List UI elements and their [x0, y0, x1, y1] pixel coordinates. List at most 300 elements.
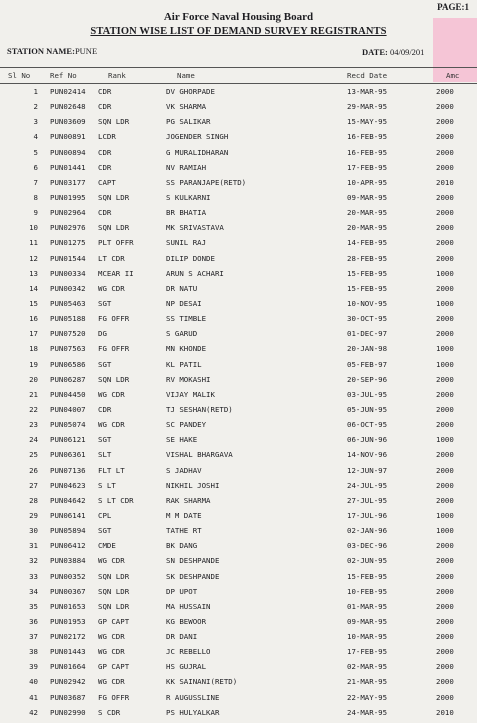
cell-sl-no: 39: [29, 662, 38, 672]
cell-amount: 2000: [436, 586, 454, 596]
cell-amount: 2010: [436, 707, 454, 717]
cell-amount: 2000: [436, 253, 454, 263]
cell-ref-no: PUN06121: [50, 435, 86, 445]
cell-rank: CDR: [98, 102, 112, 112]
cell-name: SC PANDEY: [166, 420, 207, 430]
cell-recd-date: 01-DEC-97: [347, 329, 388, 339]
cell-sl-no: 8: [33, 192, 38, 202]
cell-ref-no: PUN06412: [50, 541, 86, 551]
cell-recd-date: 02-MAR-95: [347, 662, 388, 672]
cell-ref-no: PUN00894: [50, 147, 86, 157]
cell-sl-no: 3: [33, 117, 38, 127]
table-row: [0, 284, 477, 299]
cell-ref-no: PUN01953: [50, 616, 86, 626]
cell-rank: PLT OFFR: [98, 238, 134, 248]
cell-sl-no: 31: [29, 541, 38, 551]
cell-ref-no: PUN02964: [50, 208, 86, 218]
table-row: [0, 178, 477, 193]
station-label: STATION NAME:: [7, 46, 75, 56]
cell-recd-date: 17-FEB-95: [347, 647, 388, 657]
cell-amount: 2010: [436, 177, 454, 187]
table-row: [0, 148, 477, 163]
cell-rank: FLT LT: [98, 465, 125, 475]
cell-rank: WG CDR: [98, 647, 125, 657]
cell-amount: 2000: [436, 571, 454, 581]
cell-ref-no: PUN01653: [50, 601, 86, 611]
cell-name: PS HULYALKAR: [166, 707, 220, 717]
cell-rank: CDR: [98, 87, 112, 96]
cell-ref-no: PUN01544: [50, 253, 86, 263]
cell-rank: SQN LDR: [98, 117, 130, 127]
cell-ref-no: PUN06141: [50, 510, 86, 520]
table-row: [0, 254, 477, 269]
cell-recd-date: 27-JUL-95: [347, 495, 388, 505]
cell-name: RAK SHARMA: [166, 495, 211, 505]
cell-ref-no: PUN02976: [50, 223, 86, 233]
cell-ref-no: PUN06586: [50, 359, 86, 369]
cell-rank: FG OFFR: [98, 344, 130, 354]
cell-amount: 2000: [436, 208, 454, 218]
cell-recd-date: 03-JUL-95: [347, 389, 388, 399]
table-row: [0, 299, 477, 314]
cell-ref-no: PUN04623: [50, 480, 86, 490]
cell-rank: S LT: [98, 480, 116, 490]
cell-recd-date: 14-FEB-95: [347, 238, 388, 248]
table-row: [0, 481, 477, 496]
cell-sl-no: 35: [29, 601, 38, 611]
cell-sl-no: 38: [29, 647, 38, 657]
cell-recd-date: 16-FEB-95: [347, 132, 388, 142]
cell-ref-no: PUN03177: [50, 177, 86, 187]
cell-name: SK DESHPANDE: [166, 571, 220, 581]
table-row: [0, 541, 477, 556]
date-value: 04/09/201: [389, 47, 425, 57]
table-row: [0, 390, 477, 405]
cell-amount: 2000: [436, 223, 454, 233]
document-subtitle: STATION WISE LIST OF DEMAND SURVEY REGISTRANTS: [90, 26, 387, 37]
table-row: [0, 511, 477, 526]
cell-sl-no: 32: [29, 556, 38, 566]
cell-sl-no: 16: [29, 314, 38, 324]
cell-recd-date: 28-FEB-95: [347, 253, 388, 263]
table-row: [0, 405, 477, 420]
cell-recd-date: 20-SEP-96: [347, 374, 388, 384]
cell-sl-no: 23: [29, 420, 38, 430]
table-row: [0, 314, 477, 329]
cell-rank: SQN LDR: [98, 601, 130, 611]
station-value: PUNE: [74, 46, 98, 56]
cell-amount: 1000: [436, 526, 454, 536]
cell-rank: DG: [98, 329, 107, 339]
column-header-name: Name: [177, 71, 195, 80]
cell-rank: SQN LDR: [98, 223, 130, 233]
cell-rank: WG CDR: [98, 420, 125, 430]
cell-rank: WG CDR: [98, 632, 125, 642]
cell-amount: 2000: [436, 662, 454, 672]
cell-amount: 2000: [436, 102, 454, 112]
cell-recd-date: 15-FEB-95: [347, 571, 388, 581]
cell-name: NV RAMIAH: [166, 162, 207, 172]
cell-name: BR BHATIA: [166, 208, 207, 218]
cell-recd-date: 10-APR-95: [347, 177, 388, 187]
table-row: [0, 466, 477, 481]
cell-rank: CPL: [98, 510, 112, 520]
cell-ref-no: PUN05074: [50, 420, 86, 430]
table-row: [0, 269, 477, 284]
cell-recd-date: 02-JUN-95: [347, 556, 388, 566]
cell-ref-no: PUN06361: [50, 450, 86, 460]
table-row: [0, 662, 477, 677]
cell-ref-no: PUN01995: [50, 192, 86, 202]
cell-sl-no: 7: [33, 177, 38, 187]
cell-rank: LT CDR: [98, 253, 125, 263]
cell-amount: 2000: [436, 480, 454, 490]
cell-name: MK SRIVASTAVA: [166, 223, 224, 233]
cell-ref-no: PUN02648: [50, 102, 86, 112]
cell-recd-date: 24-MAR-95: [347, 707, 388, 717]
cell-recd-date: 20-MAR-95: [347, 208, 388, 218]
table-row: [0, 450, 477, 465]
cell-name: TJ SESHAN(RETD): [166, 404, 233, 414]
cell-ref-no: PUN00342: [50, 283, 86, 293]
cell-amount: 2000: [436, 132, 454, 142]
cell-ref-no: PUN07520: [50, 329, 86, 339]
cell-name: JOGENDER SINGH: [166, 132, 229, 142]
station-name: [7, 46, 97, 56]
cell-rank: CAPT: [98, 177, 116, 187]
table-row: [0, 572, 477, 587]
cell-name: HS GUJRAL: [166, 662, 207, 672]
cell-name: DILIP DONDE: [166, 253, 215, 263]
cell-name: MA HUSSAIN: [166, 601, 211, 611]
cell-sl-no: 9: [33, 208, 38, 218]
cell-recd-date: 06-OCT-95: [347, 420, 388, 430]
table-row: [0, 102, 477, 117]
cell-amount: 2000: [436, 420, 454, 430]
cell-rank: SGT: [98, 359, 112, 369]
cell-recd-date: 17-FEB-95: [347, 162, 388, 172]
cell-amount: 2000: [436, 495, 454, 505]
cell-amount: 1000: [436, 359, 454, 369]
cell-rank: S LT CDR: [98, 495, 134, 505]
table-row: [0, 238, 477, 253]
cell-rank: LCDR: [98, 132, 116, 142]
cell-recd-date: 10-MAR-95: [347, 632, 388, 642]
cell-sl-no: 20: [29, 374, 38, 384]
cell-amount: 1000: [436, 510, 454, 520]
cell-recd-date: 13-MAR-95: [347, 87, 388, 96]
cell-amount: 2000: [436, 192, 454, 202]
cell-recd-date: 09-MAR-95: [347, 192, 388, 202]
cell-ref-no: PUN01443: [50, 647, 86, 657]
cell-sl-no: 17: [29, 329, 38, 339]
table-row: [0, 526, 477, 541]
cell-sl-no: 25: [29, 450, 38, 460]
cell-name: S JADHAV: [166, 465, 202, 475]
cell-name: JC REBELLO: [166, 647, 211, 657]
cell-sl-no: 37: [29, 632, 38, 642]
cell-ref-no: PUN07136: [50, 465, 86, 475]
cell-name: SE HAKE: [166, 435, 198, 445]
table-row: [0, 117, 477, 132]
cell-recd-date: 10-FEB-95: [347, 586, 388, 596]
cell-name: KG BEWOOR: [166, 616, 207, 626]
cell-amount: 2000: [436, 87, 454, 96]
cell-amount: 2000: [436, 283, 454, 293]
cell-amount: 2000: [436, 238, 454, 248]
table-row: [0, 647, 477, 662]
cell-recd-date: 06-JUN-96: [347, 435, 388, 445]
cell-amount: 2000: [436, 556, 454, 566]
cell-amount: 2000: [436, 692, 454, 702]
table-row: [0, 556, 477, 571]
cell-rank: FG OFFR: [98, 314, 130, 324]
cell-sl-no: 19: [29, 359, 38, 369]
cell-rank: SQN LDR: [98, 374, 130, 384]
cell-ref-no: PUN07563: [50, 344, 86, 354]
cell-ref-no: PUN03884: [50, 556, 86, 566]
table-row: [0, 632, 477, 647]
cell-name: MN KHONDE: [166, 344, 207, 354]
cell-sl-no: 29: [29, 510, 38, 520]
table-row: [0, 617, 477, 632]
cell-name: PG SALIKAR: [166, 117, 211, 127]
cell-amount: 1000: [436, 298, 454, 308]
cell-recd-date: 24-JUL-95: [347, 480, 388, 490]
cell-ref-no: PUN02990: [50, 707, 86, 717]
registrants-table: [0, 87, 477, 723]
cell-rank: WG CDR: [98, 389, 125, 399]
cell-recd-date: 21-MAR-95: [347, 677, 388, 687]
cell-sl-no: 40: [29, 677, 38, 687]
cell-name: SN DESHPANDE: [166, 556, 220, 566]
cell-rank: CMDE: [98, 541, 116, 551]
column-header-date: Recd Date: [347, 71, 388, 80]
cell-ref-no: PUN03687: [50, 692, 86, 702]
table-row: [0, 132, 477, 147]
table-row: [0, 693, 477, 708]
cell-recd-date: 12-JUN-97: [347, 465, 388, 475]
cell-ref-no: PUN02172: [50, 632, 86, 642]
cell-sl-no: 12: [29, 253, 38, 263]
table-row: [0, 87, 477, 102]
cell-name: VIJAY MALIK: [166, 389, 215, 399]
cell-amount: 2000: [436, 465, 454, 475]
cell-name: KK SAINANI(RETD): [166, 677, 238, 687]
cell-amount: 2000: [436, 314, 454, 324]
cell-recd-date: 16-FEB-95: [347, 147, 388, 157]
cell-recd-date: 20-JAN-98: [347, 344, 388, 354]
cell-name: SS TIMBLE: [166, 314, 207, 324]
cell-ref-no: PUN04450: [50, 389, 86, 399]
cell-recd-date: 05-JUN-95: [347, 404, 388, 414]
column-header-rank: Rank: [108, 71, 126, 80]
cell-name: S KULKARNI: [166, 192, 211, 202]
cell-recd-date: 01-MAR-95: [347, 601, 388, 611]
cell-ref-no: PUN01664: [50, 662, 86, 672]
cell-sl-no: 13: [29, 268, 38, 278]
cell-sl-no: 4: [33, 132, 38, 142]
cell-amount: 1000: [436, 344, 454, 354]
cell-sl-no: 5: [33, 147, 38, 157]
cell-sl-no: 14: [29, 283, 38, 293]
cell-recd-date: 10-NOV-95: [347, 298, 388, 308]
cell-amount: 2000: [436, 677, 454, 687]
cell-recd-date: 02-JAN-96: [347, 526, 388, 536]
cell-ref-no: PUN01275: [50, 238, 86, 248]
cell-sl-no: 30: [29, 526, 38, 536]
cell-rank: SLT: [98, 450, 112, 460]
cell-recd-date: 20-MAR-95: [347, 223, 388, 233]
cell-recd-date: 15-FEB-95: [347, 268, 388, 278]
cell-ref-no: PUN01441: [50, 162, 86, 172]
cell-sl-no: 28: [29, 495, 38, 505]
cell-amount: 2000: [436, 117, 454, 127]
cell-sl-no: 42: [29, 707, 38, 717]
cell-rank: SGT: [98, 435, 112, 445]
cell-name: NP DESAI: [166, 298, 202, 308]
cell-amount: 1000: [436, 435, 454, 445]
cell-recd-date: 09-MAR-95: [347, 616, 388, 626]
cell-recd-date: 30-OCT-95: [347, 314, 388, 324]
cell-amount: 2000: [436, 147, 454, 157]
cell-rank: SGT: [98, 298, 112, 308]
table-header: [0, 71, 477, 82]
cell-amount: 2000: [436, 601, 454, 611]
cell-ref-no: PUN00334: [50, 268, 86, 278]
cell-rank: SQN LDR: [98, 192, 130, 202]
cell-sl-no: 11: [29, 238, 38, 248]
cell-amount: 2000: [436, 162, 454, 172]
cell-ref-no: PUN02942: [50, 677, 86, 687]
page-number: PAGE:1: [437, 2, 469, 12]
table-row: [0, 496, 477, 511]
cell-name: DV GHORPADE: [166, 87, 215, 96]
column-header-ref: Ref No: [50, 71, 77, 80]
cell-name: RV MOKASHI: [166, 374, 211, 384]
cell-amount: 2000: [436, 616, 454, 626]
table-row: [0, 193, 477, 208]
table-row: [0, 163, 477, 178]
cell-amount: 2000: [436, 329, 454, 339]
cell-recd-date: 15-MAY-95: [347, 117, 388, 127]
cell-amount: 2000: [436, 404, 454, 414]
cell-amount: 2000: [436, 450, 454, 460]
cell-ref-no: PUN05894: [50, 526, 86, 536]
column-header-amount: Amc: [446, 71, 460, 80]
cell-sl-no: 26: [29, 465, 38, 475]
cell-rank: SQN LDR: [98, 586, 130, 596]
table-row: [0, 344, 477, 359]
cell-sl-no: 6: [33, 162, 38, 172]
cell-rank: FG OFFR: [98, 692, 130, 702]
cell-name: BK DANG: [166, 541, 198, 551]
cell-rank: MCEAR II: [98, 268, 134, 278]
cell-rank: SQN LDR: [98, 571, 130, 581]
table-row: [0, 329, 477, 344]
cell-sl-no: 41: [29, 692, 38, 702]
cell-sl-no: 24: [29, 435, 38, 445]
cell-name: VISHAL BHARGAVA: [166, 450, 233, 460]
cell-name: S GARUD: [166, 329, 198, 339]
cell-recd-date: 03-DEC-96: [347, 541, 388, 551]
report-date: [362, 47, 424, 57]
cell-ref-no: PUN03609: [50, 117, 86, 127]
cell-rank: GP CAPT: [98, 662, 130, 672]
cell-recd-date: 14-NOV-96: [347, 450, 388, 460]
cell-name: KL PATIL: [166, 359, 202, 369]
cell-name: ARUN S ACHARI: [166, 268, 224, 278]
cell-rank: SGT: [98, 526, 112, 536]
cell-name: DR DANI: [166, 632, 198, 642]
cell-amount: 2000: [436, 647, 454, 657]
cell-amount: 2000: [436, 632, 454, 642]
cell-ref-no: PUN02414: [50, 87, 86, 96]
cell-sl-no: 1: [33, 87, 38, 96]
document-title: Air Force Naval Housing Board: [163, 11, 314, 23]
cell-name: TATHE RT: [166, 526, 202, 536]
cell-ref-no: PUN04007: [50, 404, 86, 414]
cell-ref-no: PUN05463: [50, 298, 86, 308]
cell-sl-no: 33: [29, 571, 38, 581]
cell-sl-no: 15: [29, 298, 38, 308]
cell-name: G MURALIDHARAN: [166, 147, 229, 157]
cell-rank: WG CDR: [98, 283, 125, 293]
cell-name: R AUGUSSLINE: [166, 692, 220, 702]
cell-sl-no: 18: [29, 344, 38, 354]
cell-amount: 1000: [436, 268, 454, 278]
cell-rank: CDR: [98, 147, 112, 157]
cell-sl-no: 10: [29, 223, 38, 233]
table-row: [0, 360, 477, 375]
column-header-sl: Sl No: [8, 71, 31, 80]
date-label: DATE:: [362, 47, 388, 57]
table-row: [0, 223, 477, 238]
header-bottom-rule: [0, 83, 477, 84]
cell-ref-no: PUN00891: [50, 132, 86, 142]
cell-name: SS PARANJAPE(RETD): [166, 177, 247, 187]
cell-sl-no: 36: [29, 616, 38, 626]
cell-ref-no: PUN05188: [50, 314, 86, 324]
table-row: [0, 375, 477, 390]
cell-rank: GP CAPT: [98, 616, 130, 626]
table-row: [0, 677, 477, 692]
cell-rank: S CDR: [98, 707, 121, 717]
cell-ref-no: PUN00352: [50, 571, 86, 581]
table-row: [0, 587, 477, 602]
cell-recd-date: 17-JUL-96: [347, 510, 388, 520]
cell-amount: 2000: [436, 389, 454, 399]
cell-recd-date: 15-FEB-95: [347, 283, 388, 293]
cell-rank: CDR: [98, 162, 112, 172]
cell-recd-date: 05-FEB-97: [347, 359, 388, 369]
cell-amount: 2000: [436, 541, 454, 551]
table-row: [0, 420, 477, 435]
cell-sl-no: 22: [29, 404, 38, 414]
header-top-rule: [0, 67, 477, 68]
cell-recd-date: 22-MAY-95: [347, 692, 388, 702]
cell-rank: WG CDR: [98, 677, 125, 687]
cell-amount: 2000: [436, 374, 454, 384]
cell-sl-no: 27: [29, 480, 38, 490]
cell-name: SUNIL RAJ: [166, 238, 207, 248]
cell-rank: WG CDR: [98, 556, 125, 566]
cell-sl-no: 21: [29, 389, 38, 399]
cell-name: NIKHIL JOSHI: [166, 480, 220, 490]
table-row: [0, 208, 477, 223]
cell-sl-no: 2: [33, 102, 38, 112]
cell-name: VK SHARMA: [166, 102, 207, 112]
